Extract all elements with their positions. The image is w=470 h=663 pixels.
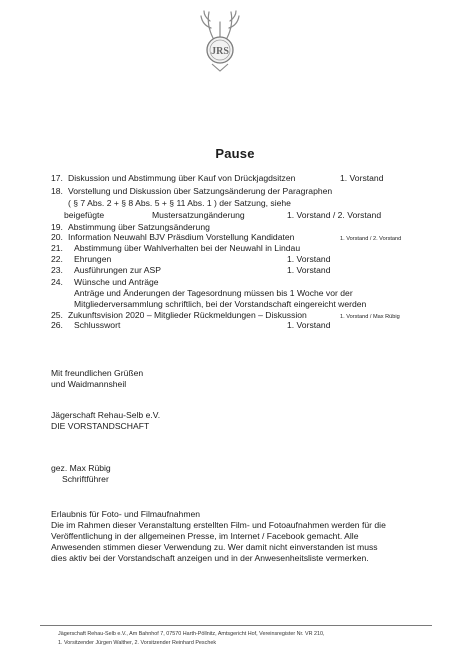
footer-divider [40, 625, 432, 626]
agenda-item-number: 26. [51, 320, 63, 330]
agenda-item-number: 23. [51, 265, 63, 275]
agenda-item-number: 20. [51, 232, 63, 242]
agenda-item-number: 24. [51, 277, 63, 287]
agenda-item-number: 19. [51, 222, 63, 232]
agenda-item-text: Abstimmung über Wahlverhalten bei der Neuwahl in Lindau [74, 243, 301, 253]
agenda-item-responsible: 1. Vorstand / 2. Vorstand [287, 210, 382, 220]
agenda-item-continuation: beigefügte [64, 210, 105, 220]
svg-text:JRS: JRS [211, 46, 229, 57]
agenda-item-text: Wünsche und Anträge [74, 277, 159, 287]
agenda-item-responsible: 1. Vorstand / 2. Vorstand [340, 236, 402, 242]
agenda-item-number: 21. [51, 243, 63, 253]
closing-greeting: Mit freundlichen Grüßen [51, 368, 144, 378]
agenda-item-responsible: 1. Vorstand [340, 173, 384, 183]
agenda-item-continuation: Mitgliederversammlung schriftlich, bei der Vorstandschaft eingereicht werden [74, 299, 367, 309]
agenda-item-responsible: 1. Vorstand / Max Rübig [340, 314, 400, 320]
agenda-item-continuation: Mustersatzungänderung [152, 210, 245, 220]
agenda-item-text: Zukunftsvision 2020 – Mitglieder Rückmeldungen – Diskussion [68, 310, 307, 320]
footer-chairmen: 1. Vorsitzender Jürgen Walther, 2. Vorsitzender Reinhard Peschek [58, 640, 217, 646]
agenda-item-text: Diskussion und Abstimmung über Kauf von Drückjagdsitzen [68, 173, 296, 183]
agenda-item-number: 17. [51, 173, 63, 183]
notice-line: Die im Rahmen dieser Veranstaltung erstellten Film- und Fotoaufnahmen werden für die [51, 520, 386, 530]
closing-greeting: und Waidmannsheil [51, 379, 127, 389]
notice-heading: Erlaubnis für Foto- und Filmaufnahmen [51, 509, 201, 519]
board-name: DIE VORSTANDSCHAFT [51, 421, 150, 431]
signature-role: Schriftführer [62, 474, 109, 484]
antler-crest-logo [195, 8, 245, 74]
agenda-item-responsible: 1. Vorstand [287, 254, 331, 264]
agenda-item-text: Ausführungen zur ASP [74, 265, 161, 275]
notice-line: Veröffentlichung in der allgemeinen Presse, im Internet / Facebook gemacht. Alle [51, 531, 359, 541]
agenda-item-text: Vorstellung und Diskussion über Satzungsänderung der Paragraphen [68, 186, 333, 196]
footer-address: Jägerschaft Rehau-Selb e.V., Am Bahnhof 7, 07570 Harth-Pöllnitz, Amtsgericht Hof, Vereinsregister Nr. VR 210, [58, 631, 325, 637]
page-title: Pause [215, 146, 255, 161]
agenda-item-number: 25. [51, 310, 63, 320]
agenda-item-number: 18. [51, 186, 63, 196]
organization-name: Jägerschaft Rehau-Selb e.V. [51, 410, 161, 420]
agenda-item-responsible: 1. Vorstand [287, 265, 331, 275]
notice-line: dies aktiv bei der Vorstandschaft anzeigen und in der Anwesenheitsliste vermerken. [51, 553, 369, 563]
signature-name: gez. Max Rübig [51, 463, 111, 473]
agenda-item-text: Schlusswort [74, 320, 121, 330]
notice-line: Anwesenden stimmen dieser Verwendung zu. Wer damit nicht einverstanden ist muss [51, 542, 378, 552]
agenda-item-text: Information Neuwahl BJV Präsdium Vorstellung Kandidaten [68, 232, 295, 242]
agenda-item-text: Abstimmung über Satzungsänderung [68, 222, 210, 232]
agenda-item-text: Ehrungen [74, 254, 112, 264]
agenda-item-continuation: Anträge und Änderungen der Tagesordnung müssen bis 1 Woche vor der [74, 288, 353, 298]
agenda-item-number: 22. [51, 254, 63, 264]
agenda-item-responsible: 1. Vorstand [287, 320, 331, 330]
agenda-item-continuation: ( § 7 Abs. 2 + § 8 Abs. 5 + § 11 Abs. 1 ) der Satzung, siehe [68, 198, 291, 208]
